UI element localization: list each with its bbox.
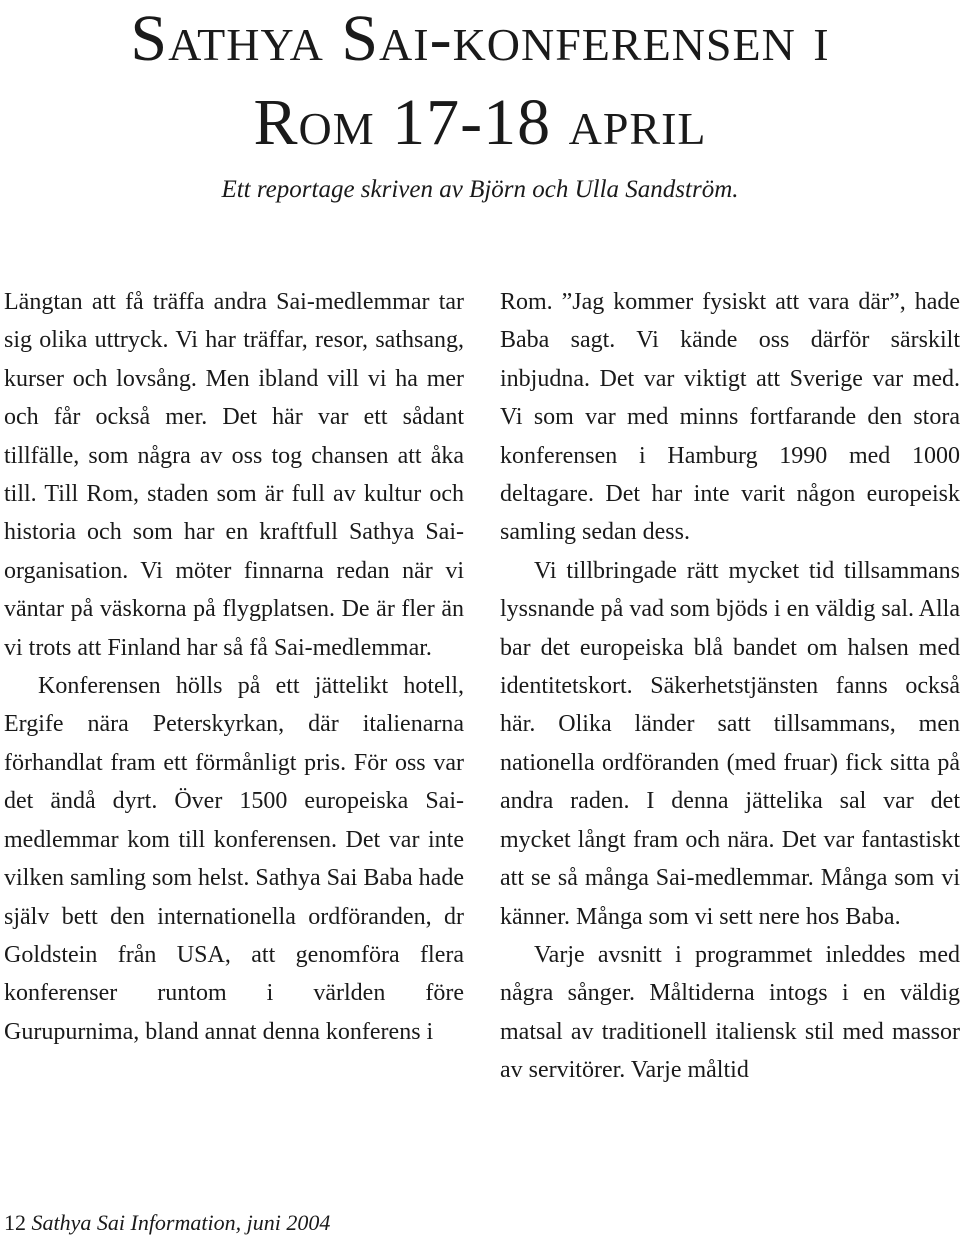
page-footer [4, 1210, 330, 1236]
page-number: 12 [4, 1210, 26, 1235]
article-subtitle: Ett reportage skriven av Björn och Ulla Sandström. [221, 176, 739, 203]
paragraph-right-3: Varje avsnitt i programmet inleddes med några sånger. Måltiderna intogs i en väldig matsal av traditionell italiensk stil med massor av servitörer. Varje måltid [500, 941, 960, 1084]
article-title-line-1: Sathya Sai-konferensen i [130, 2, 830, 75]
paragraph-right-2: Vi tillbringade rätt mycket tid tillsammans lyssnande på vad som bjöds i en väldig sal. Alla bar det europeiska blå bandet om halsen med identitetskort. Säkerhetstjänsten fanns också här. Olika länder satt tillsammans, men nationella ordföranden (med fruar) fick sitta på andra raden. I denna jättelika sal var det mycket långt fram och nära. Det var fantastiskt att se så många Sai-medlemmar. Många som vi känner. Många som vi sett nere hos Baba. [500, 557, 960, 930]
paragraph-right-1: Rom. ”Jag kommer fysiskt att vara där”, hade Baba sagt. Vi kände oss därför särskilt inbjudna. Det var viktigt att Sverige var med. Vi som var med minns fortfarande den stora konferensen i Hamburg 1990 med 1000 deltagare. Det har inte varit någon europeisk samling sedan dess. [500, 289, 960, 546]
publication-name: Sathya Sai Information, juni 2004 [31, 1210, 331, 1235]
left-column [4, 283, 464, 1051]
paragraph-left-1: Längtan att få träffa andra Sai-medlemmar tar sig olika uttryck. Vi har träffar, resor, sathsang, kurser och lovsång. Men ibland vill vi ha mer och får också mer. Det här var ett sådant tillfälle, som några av oss tog chansen att åka till. Till Rom, staden som är full av kultur och historia och som har en kraftfull Sathya Sai-organisation. Vi möter finnarna redan när vi väntar på väskorna på flygplatsen. De är fler än vi trots att Finland har så få Sai-medlemmar. [4, 289, 464, 661]
article-title-line-2: Rom 17-18 april [253, 86, 707, 159]
paragraph-left-2: Konferensen hölls på ett jättelikt hotell, Ergife nära Peterskyrkan, där italienarna förhandlat fram ett förmånligt pris. För oss var det ändå dyrt. Över 1500 europeiska Sai-medlemmar kom till konferensen. Det var inte vilken samling som helst. Sathya Sai Baba hade själv bett den internationella ordföranden, dr Goldstein från USA, att genomföra flera konferenser runtom i världen före Gurupurnima, bland annat denna konferens i [4, 673, 464, 1045]
right-column [500, 283, 960, 1090]
